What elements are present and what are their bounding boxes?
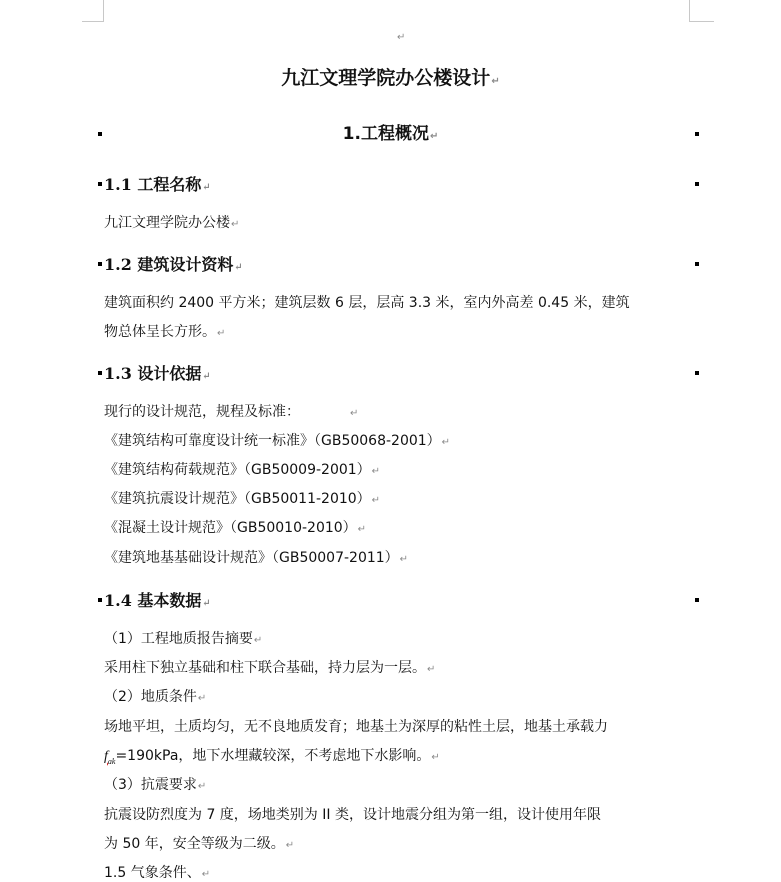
- crop-mark-top-left: [82, 0, 104, 22]
- section-heading-1-3[interactable]: 1.3 设计依据↵: [104, 364, 211, 383]
- paragraph-mark: ↵: [234, 262, 243, 273]
- paragraph-line[interactable]: 场地平坦，土质均匀，无不良地质发育；地基土为深厚的粘性土层，地基土承载力: [104, 719, 608, 735]
- paragraph-line[interactable]: 建筑面积约 2400 平方米；建筑层数 6 层，层高 3.3 米，室内外高差 0.45 米，建筑: [104, 295, 630, 311]
- heading-marker: [695, 371, 699, 375]
- heading-marker: [695, 182, 699, 186]
- paragraph-mark: ↵: [397, 32, 406, 43]
- heading-marker: [98, 182, 102, 186]
- chapter-heading[interactable]: 1.工程概况↵: [342, 124, 439, 144]
- paragraph-mark: ↵: [197, 781, 207, 792]
- reference-item[interactable]: 《混凝土设计规范》（GB50010-2010）↵: [104, 520, 367, 536]
- paragraph-mark: ↵: [429, 131, 439, 142]
- paragraph-mark: ↵: [202, 182, 211, 193]
- section-heading-1-5[interactable]: 1.5 气象条件、↵: [104, 865, 211, 881]
- paragraph-mark: ↵: [491, 76, 500, 87]
- bearing-capacity-symbol: $f_{ak}$: [104, 749, 116, 766]
- paragraph-mark: ↵: [441, 437, 451, 448]
- document-title[interactable]: 九江文理学院办公楼设计↵: [281, 67, 500, 89]
- paragraph-mark: ↵: [202, 371, 211, 382]
- paragraph-mark: ↵: [197, 693, 207, 704]
- paragraph-mark: ↵: [371, 466, 381, 477]
- subheading[interactable]: （2）地质条件↵: [104, 689, 207, 705]
- paragraph-mark: ↵: [217, 328, 226, 339]
- reference-item[interactable]: 《建筑结构荷载规范》（GB50009-2001）↵: [104, 462, 381, 478]
- crop-mark-top-right: [689, 0, 714, 22]
- subheading[interactable]: （1）工程地质报告摘要↵: [104, 631, 263, 647]
- heading-marker: [98, 598, 102, 602]
- paragraph-line[interactable]: 物总体呈长方形。↵: [104, 324, 226, 340]
- heading-marker: [695, 262, 699, 266]
- paragraph-line[interactable]: 抗震设防烈度为 7 度，场地类别为 II 类，设计地震分组为第一组，设计使用年限: [104, 807, 601, 823]
- reference-item[interactable]: 《建筑抗震设计规范》（GB50011-2010）↵: [104, 491, 381, 507]
- paragraph-mark: ↵: [285, 840, 295, 851]
- paragraph[interactable]: 九江文理学院办公楼↵: [104, 215, 240, 231]
- paragraph-mark: ↵: [357, 524, 367, 535]
- heading-marker: [98, 262, 102, 266]
- paragraph-mark: ↵: [202, 598, 211, 609]
- paragraph-line[interactable]: $f_{ak}=190kPa$，地下水埋藏较深，不考虑地下水影响。↵: [104, 748, 440, 766]
- subheading[interactable]: （3）抗震要求↵: [104, 777, 207, 793]
- reference-item[interactable]: 《建筑结构可靠度设计统一标准》（GB50068-2001）↵: [104, 433, 451, 449]
- section-heading-1-1[interactable]: 1.1 工程名称↵: [104, 175, 211, 194]
- paragraph-mark: ↵: [431, 752, 440, 763]
- paragraph[interactable]: 采用柱下独立基础和柱下联合基础，持力层为一层。↵: [104, 660, 436, 676]
- paragraph-mark: ↵: [231, 219, 240, 230]
- paragraph-mark: ↵: [201, 869, 211, 880]
- section-heading-1-4[interactable]: 1.4 基本数据↵: [104, 591, 211, 610]
- paragraph-mark: ↵: [253, 635, 263, 646]
- heading-marker: [695, 598, 699, 602]
- paragraph-mark: ↵: [350, 408, 359, 419]
- paragraph-mark: ↵: [371, 495, 381, 506]
- section-heading-1-2[interactable]: 1.2 建筑设计资料↵: [104, 255, 243, 274]
- paragraph[interactable]: 现行的设计规范，规程及标准： ↵: [104, 404, 359, 420]
- paragraph-mark: ↵: [427, 664, 436, 675]
- reference-item[interactable]: 《建筑地基基础设计规范》（GB50007-2011）↵: [104, 550, 409, 566]
- paragraph-line[interactable]: 为 50 年，安全等级为二级。↵: [104, 836, 295, 852]
- heading-marker: [98, 371, 102, 375]
- paragraph-mark: ↵: [399, 554, 409, 565]
